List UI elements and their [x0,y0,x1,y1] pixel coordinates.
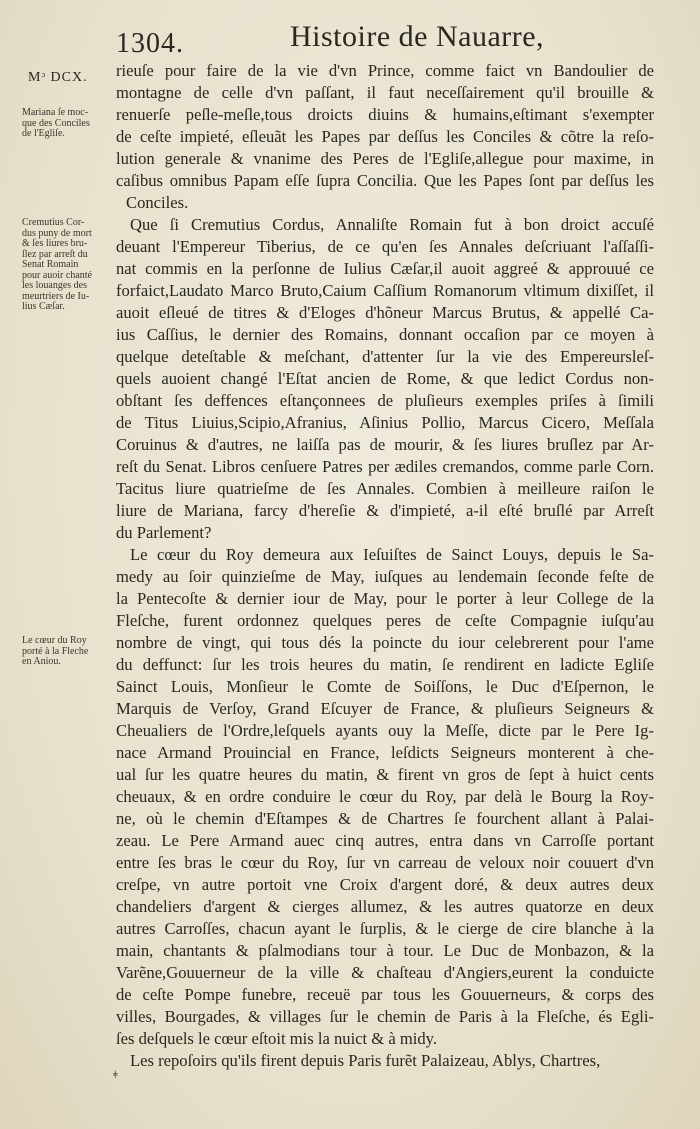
body-line: Tacitus liure quatrieſme de ſes Annales. Combien à meilleure raiſon le [116,479,654,498]
body-line: caſibus omnibus Papam eſſe ſupra Concilia. Que les Papes ſont par deſſus les [116,171,654,190]
margin-note-line: Le cœur du Roy [22,635,87,646]
margin-note-coeur-du-roy [22,636,114,668]
margin-note-line: que des Conciles [22,117,90,129]
body-line: reſt du Senat. Libros cenſuere Patres per ædiles cremandos, comme parle Corn. [116,457,654,476]
body-line: Fleſche, furent ordonnez quelques peres de ceſte Compagnie iuſqu'au [116,611,654,630]
body-line: liure de Mariana, farcy d'hereſie & d'impieté, a-il eſté bruſlé par Arreſt [116,501,654,520]
margin-note-line: Cremutius Cor- [22,217,85,228]
body-line: nombre de vingt, qui tous dés la poincte du iour celebrerent pour l'ame [116,633,654,652]
body-line: auoit eſleué de titres & d'Eloges d'hõneur Marcus Brutus, & appellé Ca- [116,303,654,322]
margin-note-line: dus puny de mort [22,227,92,239]
body-line: medy au ſoir quinzieſme de May, iuſques au lendemain ſeconde feſte de [116,567,654,586]
body-line: du deffunct: ſur les trois heures du matin, ſe rendirent en ladicte Egliſe [116,655,654,674]
margin-note-line: en Aniou. [22,656,61,667]
body-line: renuerſe peſle-meſle,tous droicts diuins & humains,eſtimant s'exempter [116,105,654,124]
body-line: nace Armand Prouincial en France, leſdicts Seigneurs monterent à che- [116,743,654,762]
body-line: de ceſte impieté, eſleuãt les Papes par deſſus les Conciles & cõtre la reſo- [116,127,654,146]
page-header [0,18,700,64]
body-line: ius Caſſius, le dernier des Romains, donnant occaſion par ce moyen à [116,325,654,344]
body-text [116,60,654,1072]
body-line: deuant l'Empereur Tiberius, de ce qu'en ſes Annales deſcriuant l'aſſaſſi- [116,237,654,256]
running-title: Histoire de Nauarre, [290,20,545,53]
body-line: zeau. Le Pere Armand auec cinq autres, entra dans vn Carroſſe portant [116,831,654,850]
body-line: rieuſe pour faire de la vie d'vn Prince, comme faict vn Bandoulier de [116,61,654,80]
body-line: montagne de celle d'vn paſſant, il faut neceſſairement qu'il brouille & [116,83,654,102]
margin-note-line: Senat Romain [22,259,79,270]
body-line: Le cœur du Roy demeura aux Ieſuiſtes de Sainct Louys, depuis le Sa- [130,545,654,564]
body-line: ne, où le chemin d'Eſtampes & de Chartres ſe fourchent allant à Palai- [116,809,654,828]
body-line: ſes deſquels le cœur eſtoit mis la nuict & à midy. [116,1029,438,1048]
body-line: Varẽne,Gouuerneur de la ville & chaſteau d'Angiers,eurent la conduicte [116,963,654,982]
page-number: 1304. [116,28,184,59]
body-line: du Parlement? [116,523,212,542]
body-line: de ceſte Pompe funebre, receuë par tous les Gouuerneurs, & corps des [116,985,654,1004]
margin-note-line: porté à la Fleche [22,645,89,657]
body-line: Conciles. [126,193,189,212]
body-line: creſpe, vn autre portoit vne Croix d'argent doré, & deux autres deux [116,875,654,894]
margin-note-line: Mariana ſe moc- [22,107,89,118]
margin-note-line: lius Cæſar. [22,301,65,312]
body-line: Les repoſoirs qu'ils firent depuis Paris furẽt Palaizeau, Ablys, Chartres, [130,1051,601,1070]
body-line: quelque deteſtable & meſchant, d'attenter ſur la vie des Empereursleſ- [116,347,654,366]
margin-note-line: meurtriers de Iu- [22,290,90,302]
margin-note-cremutius [22,218,114,313]
body-line: villes, Bourgades, & villages ſur le chemin de Paris à la Fleſche, és Egli- [116,1007,654,1026]
margin-note-line: les louanges des [22,280,87,291]
body-line: Coruinus & d'autres, ne laiſſa pas de mourir, & ſes liures bruſlez par Ar- [116,435,654,454]
body-line: nat commis en la perſonne de Iulius Cæſar,il auoit aggreé & approuué ce [116,259,654,278]
body-line: chandeliers d'argent & cierges allumez, & les autres quatorze en deux [116,897,654,916]
body-line: Cheualiers de l'Ordre,leſquels ayants ouy la Meſſe, dicte par le Pere Ig- [116,721,654,740]
body-line: la Pentecoſte & dernier iour de May, pour le porter à leur College de la [116,589,654,608]
body-line: cheuaux, & en ordre conduire le cœur du Roy, par delà le Bourg la Roy- [116,787,654,806]
body-line: main, chantants & pſalmodians tour à tour. Le Duc de Monbazon, & la [116,941,654,960]
body-line: forfaict,Laudato Marco Bruto,Caium Caſſium Romanorum vltimum dixiſſet, il [116,281,654,300]
body-line: entre ſes bras le cœur du Roy, ſur vn carreau de veloux noir couuert d'vn [116,853,654,872]
body-line: lution generale & vnanime des Peres de l'Egliſe,allegue pour maxime, in [116,149,654,168]
body-line: obſtant ſes deffences eſtançonnees de pluſieurs exemples priſes à ſimili [116,391,654,410]
body-line: Sainct Louis, Monſieur le Comte de Soiſſons, le Duc d'Eſpernon, le [116,677,654,696]
year-marginal: Mᵓ DCX. [28,70,88,85]
margin-note-line: pour auoir chanté [22,269,92,281]
margin-note-line: ſlez par arreſt du [22,248,88,260]
margin-note-mariana [22,108,114,140]
body-line: quels auoient changé l'Eſtat ancien de Rome, & que ledict Cordus non- [116,369,654,388]
body-line: Marquis de Verſoy, Grand Eſcuyer de France, & pluſieurs Seigneurs & [116,699,654,718]
margin-note-line: & ſes liures bru- [22,238,88,249]
body-line: Que ſi Cremutius Cordus, Annaliſte Romain fut à bon droict accuſé [130,215,654,234]
margin-note-line: de l'Egliſe. [22,128,65,139]
body-line: de Titus Liuius,Scipio,Afranius, Aſinius Pollio, Marcus Cicero, Meſſala [116,413,654,432]
body-line: ual ſur les quatre heures du matin, & firent vn gros de ſept à huict cents [116,765,654,784]
body-line: autres Carroſſes, chacun ayant le ſurplis, & le cierge de cire blanche à la [116,919,654,938]
footer-mark: ǂ [113,1070,118,1081]
